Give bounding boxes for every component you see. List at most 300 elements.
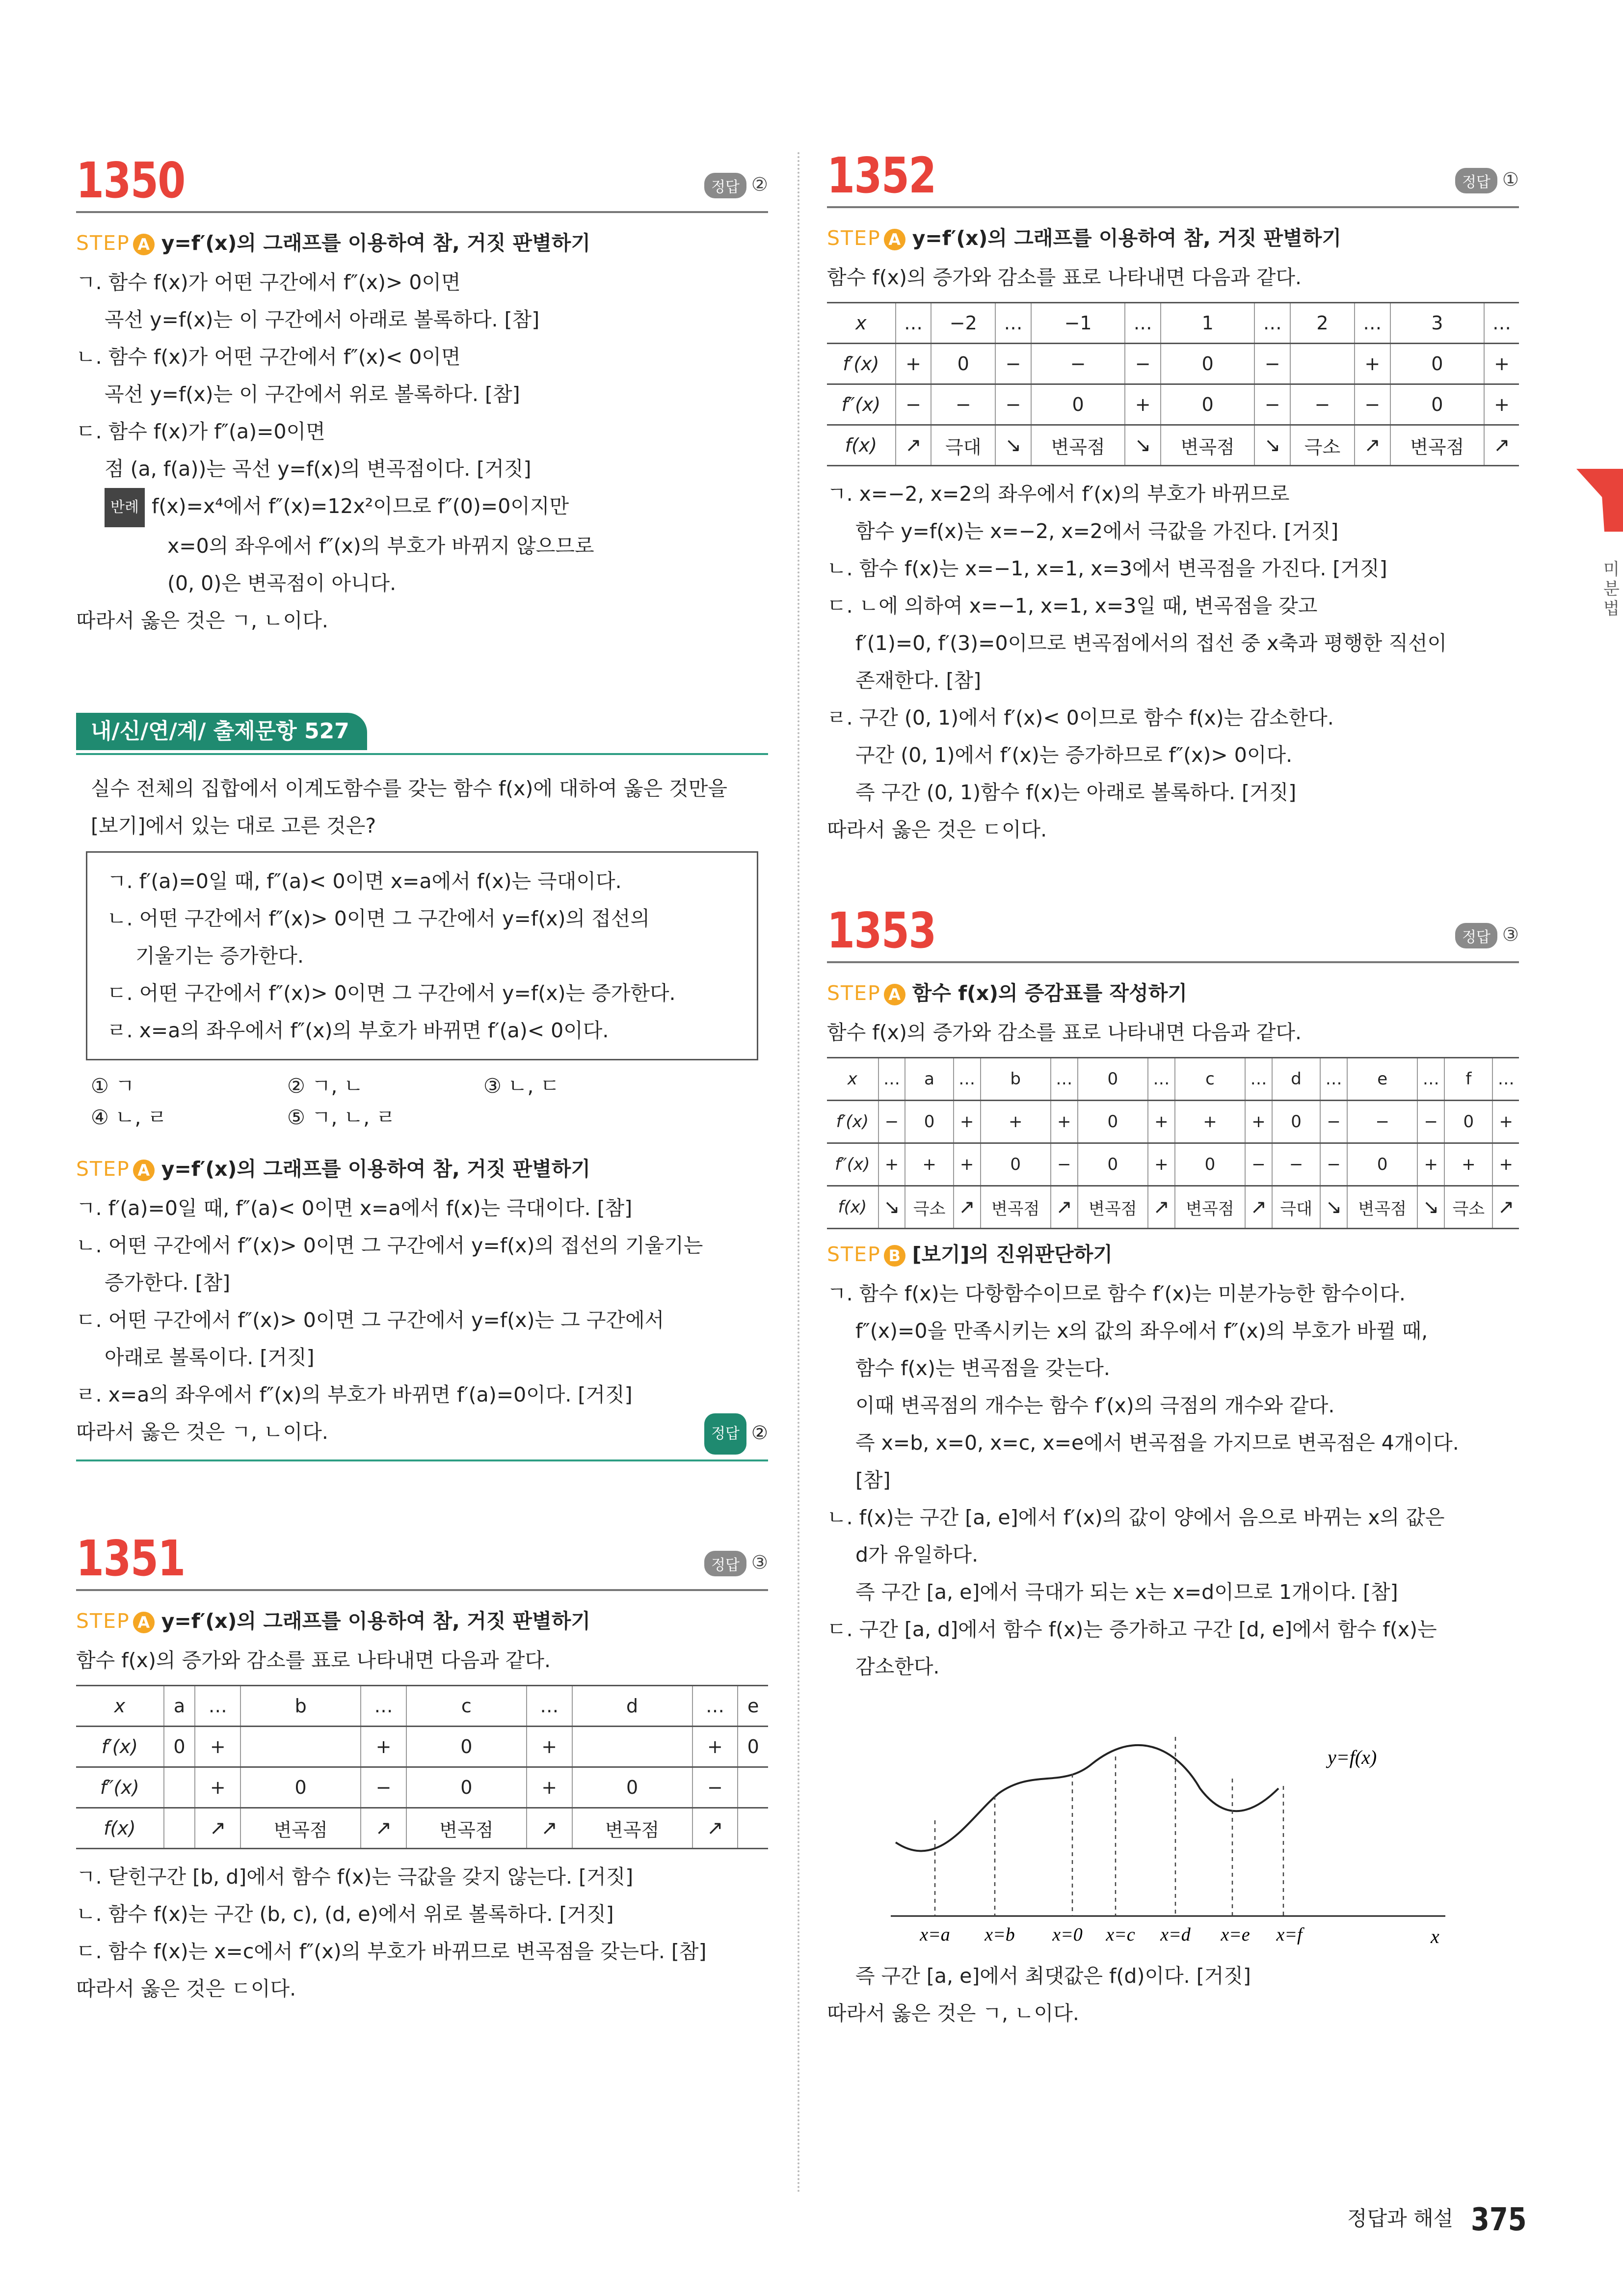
table-cell: +: [1417, 1143, 1444, 1186]
answer-badge: 정답: [704, 173, 746, 198]
solution-line: 함수 f(x)는 변곡점을 갖는다.: [855, 1356, 1110, 1380]
bogi-line: 기울기는 증가한다.: [135, 944, 304, 968]
table-cell: +: [1484, 344, 1519, 384]
table-cell: 0: [1161, 344, 1255, 384]
table-cell: −: [1245, 1143, 1272, 1186]
table-cell: …: [1417, 1058, 1444, 1101]
table-cell: −: [361, 1767, 406, 1808]
answer-label: [704, 1551, 768, 1576]
solution-line: ㄱ. 닫힌구간 [b, d]에서 함수 f(x)는 극값을 갖지 않는다. [거짓]: [76, 1865, 634, 1889]
table-cell: ↘: [1254, 425, 1290, 466]
tick-label: x=d: [1160, 1924, 1191, 1945]
conclusion: 따라서 옳은 것은 ㄷ이다.: [827, 818, 1047, 841]
table-cell: …: [1484, 303, 1519, 344]
table-cell: e: [1347, 1058, 1417, 1101]
tick-label: x=c: [1106, 1924, 1135, 1945]
counterexample-line: [76, 487, 768, 527]
solution-line: ㄷ. ㄴ에 의하여 x=−1, x=1, x=3일 때, 변곡점을 갖고: [827, 594, 1318, 618]
row-header: f(x): [76, 1808, 164, 1849]
step-word: STEP: [827, 226, 881, 250]
solution-line: ㄱ. 함수 f(x)는 다항함수이므로 함수 f′(x)는 미분가능한 함수이다.: [827, 1282, 1406, 1305]
answer-label: [704, 173, 768, 198]
footer-text: 정답과 해설: [1347, 2206, 1454, 2231]
table-cell: ↗: [1245, 1186, 1272, 1229]
solution-line: ㄴ. 어떤 구간에서 f″(x)> 0이면 그 구간에서 y=f(x)의 접선의 기울기는: [76, 1234, 703, 1257]
bogi-line: ㄱ. f′(a)=0일 때, f″(a)< 0이면 x=a에서 f(x)는 극대이다.: [107, 869, 622, 893]
step-letter: A: [133, 1612, 155, 1633]
step-a-heading: [827, 222, 1519, 251]
solution-line: 아래로 볼록이다. [거짓]: [105, 1346, 315, 1369]
table-cell: [164, 1767, 195, 1808]
solution-line: ㄷ. 어떤 구간에서 f″(x)> 0이면 그 구간에서 y=f(x)는 그 구간에서: [76, 1308, 665, 1332]
table-cell: −2: [931, 303, 995, 344]
table-row: [827, 344, 1519, 384]
solution-line: 이때 변곡점의 개수는 함수 f′(x)의 극점의 개수와 같다.: [855, 1394, 1335, 1417]
table-cell: [1290, 344, 1355, 384]
conclusion: 따라서 옳은 것은 ㄱ, ㄴ이다.: [827, 2001, 1079, 2025]
table-cell: 0: [1272, 1101, 1320, 1143]
table-cell: 변곡점: [1175, 1186, 1245, 1229]
answer-badge: 정답: [1455, 923, 1497, 948]
problem-1352-header: [827, 147, 1519, 208]
curve-y-f-x: [896, 1745, 1278, 1851]
choice-5: ⑤ ㄱ, ㄴ, ㄹ: [287, 1106, 396, 1129]
answer-badge: 정답: [704, 1551, 746, 1576]
table-cell: ↘: [1320, 1186, 1347, 1229]
solution-line: 구간 (0, 1)에서 f′(x)는 증가하므로 f″(x)> 0이다.: [855, 743, 1293, 767]
answer-value: ③: [1502, 923, 1519, 945]
table-cell: +: [1492, 1101, 1519, 1143]
bogi-line: ㄹ. x=a의 좌우에서 f″(x)의 부호가 바뀌면 f′(a)< 0이다.: [107, 1019, 609, 1042]
step-title: y=f′(x)의 그래프를 이용하여 참, 거짓 판별하기: [912, 226, 1341, 250]
step-title: y=f′(x)의 그래프를 이용하여 참, 거짓 판별하기: [161, 1609, 590, 1633]
problem-number: 1352: [827, 147, 936, 204]
table-cell: b: [981, 1058, 1051, 1101]
table-cell: 극소: [1290, 425, 1355, 466]
solution-line: [참]: [855, 1468, 891, 1492]
table-cell: −: [1254, 384, 1290, 425]
table-cell: 0: [1175, 1143, 1245, 1186]
table-cell: …: [995, 303, 1031, 344]
row-header: f′(x): [827, 1101, 878, 1143]
solution-line: 즉 구간 [a, e]에서 최댓값은 f(d)이다. [거짓]: [855, 1964, 1251, 1988]
table-cell: +: [1148, 1101, 1175, 1143]
dashed-guides: [935, 1737, 1283, 1916]
table-cell: 0: [1390, 344, 1485, 384]
bogi-line: ㄴ. 어떤 구간에서 f″(x)> 0이면 그 구간에서 y=f(x)의 접선의: [107, 907, 650, 930]
table-cell: …: [195, 1686, 240, 1727]
table-cell: +: [981, 1101, 1051, 1143]
row-header: f″(x): [827, 384, 896, 425]
choice-4: ④ ㄴ, ㄹ: [91, 1106, 167, 1129]
answer-badge: 정답: [704, 1413, 746, 1455]
table-cell: 0: [1031, 384, 1125, 425]
choice-1: ① ㄱ: [91, 1074, 135, 1098]
table-cell: +: [527, 1767, 572, 1808]
table-cell: 0: [572, 1767, 692, 1808]
answer-value: ③: [751, 1551, 768, 1573]
table-cell: 0: [406, 1767, 527, 1808]
table-cell: …: [1320, 1058, 1347, 1101]
tick-label: x=e: [1221, 1924, 1250, 1945]
table-cell: [738, 1767, 768, 1808]
solution-line: ㄹ. 구간 (0, 1)에서 f′(x)< 0이므로 함수 f(x)는 감소한다.: [827, 706, 1334, 729]
table-cell: 극대: [1272, 1186, 1320, 1229]
problem-1350-header: [76, 147, 768, 213]
table-cell: ↗: [1051, 1186, 1078, 1229]
page-footer: [1347, 2202, 1532, 2238]
solution-line: 함수 y=f(x)는 x=−2, x=2에서 극값을 가진다. [거짓]: [855, 519, 1339, 543]
table-cell: 변곡점: [406, 1808, 527, 1849]
table-cell: ↗: [1148, 1186, 1175, 1229]
naesin-banner: [76, 713, 768, 755]
step-word: STEP: [827, 1243, 881, 1266]
table-cell: c: [1175, 1058, 1245, 1101]
table-cell: d: [572, 1686, 692, 1727]
variation-table: [827, 1057, 1519, 1229]
table-cell: +: [1484, 384, 1519, 425]
table-cell: −: [1355, 384, 1390, 425]
solution-line: ㄴ. 함수 f(x)는 구간 (b, c), (d, e)에서 위로 볼록하다. [거짓]: [76, 1902, 614, 1926]
table-cell: 0: [240, 1767, 361, 1808]
conclusion: [76, 1413, 768, 1461]
table-cell: ↗: [195, 1808, 240, 1849]
table-row: [76, 1686, 768, 1727]
table-cell: [738, 1808, 768, 1849]
table-cell: 0: [931, 344, 995, 384]
answer-choices: [76, 1070, 729, 1133]
solution-line: ㄱ. 함수 f(x)가 어떤 구간에서 f″(x)> 0이면: [76, 270, 461, 294]
table-cell: 0: [1161, 384, 1255, 425]
table-row: [827, 303, 1519, 344]
table-cell: −: [1290, 384, 1355, 425]
question-line: 실수 전체의 집합에서 이계도함수를 갖는 함수 f(x)에 대하여 옳은 것만을: [91, 777, 727, 800]
table-cell: 0: [1078, 1143, 1148, 1186]
solution-line: ㄱ. f′(a)=0일 때, f″(a)< 0이면 x=a에서 f(x)는 극대이다. [참]: [76, 1196, 633, 1220]
table-cell: +: [1444, 1143, 1492, 1186]
table-cell: +: [1492, 1143, 1519, 1186]
table-cell: e: [738, 1686, 768, 1727]
table-cell: 0: [738, 1727, 768, 1767]
table-cell: ↗: [1355, 425, 1390, 466]
table-cell: +: [1245, 1101, 1272, 1143]
page-number: 375: [1471, 2202, 1527, 2238]
tick-label: x=b: [984, 1924, 1015, 1945]
problem-1353-header: [827, 902, 1519, 963]
counterexample-text: f(x)=x⁴에서 f″(x)=12x²이므로 f″(0)=0이지만: [151, 494, 569, 518]
question-line: [보기]에서 있는 대로 고른 것은?: [91, 814, 376, 837]
step-word: STEP: [76, 1157, 130, 1181]
problem-number: 1351: [76, 1530, 185, 1587]
table-cell: …: [527, 1686, 572, 1727]
right-column: [827, 147, 1519, 2032]
solution-line: 곡선 y=f(x)는 이 구간에서 위로 볼록하다. [참]: [105, 382, 520, 406]
step-b-heading: [827, 1238, 1519, 1267]
step-a-heading: [76, 1605, 768, 1634]
table-cell: 0: [981, 1143, 1051, 1186]
step-a-heading: [827, 977, 1519, 1006]
step-title: y=f′(x)의 그래프를 이용하여 참, 거짓 판별하기: [161, 231, 590, 255]
row-header: x: [827, 303, 896, 344]
table-cell: +: [692, 1727, 738, 1767]
solution-line: ㄱ. x=−2, x=2의 좌우에서 f′(x)의 부호가 바뀌므로: [827, 482, 1290, 506]
table-cell: +: [527, 1727, 572, 1767]
curve-label: y=f(x): [1328, 1746, 1377, 1768]
answer-value: ①: [1502, 168, 1519, 190]
side-chapter-text: 미분법: [1603, 560, 1620, 619]
choice-2: ② ㄱ, ㄴ: [287, 1074, 364, 1098]
step-word: STEP: [76, 231, 130, 255]
table-cell: 0: [1444, 1101, 1492, 1143]
table-cell: +: [1051, 1101, 1078, 1143]
table-cell: +: [1175, 1101, 1245, 1143]
table-cell: −: [1320, 1143, 1347, 1186]
solution-line: ㄴ. 함수 f(x)는 x=−1, x=1, x=3에서 변곡점을 가진다. [거짓]: [827, 557, 1387, 580]
solution-line: 곡선 y=f(x)는 이 구간에서 아래로 볼록하다. [참]: [105, 308, 540, 331]
row-header: x: [827, 1058, 878, 1101]
table-cell: …: [896, 303, 931, 344]
table-row: [827, 1058, 1519, 1101]
table-cell: +: [1148, 1143, 1175, 1186]
table-cell: d: [1272, 1058, 1320, 1101]
table-cell: +: [195, 1727, 240, 1767]
step-title: [보기]의 진위판단하기: [912, 1243, 1113, 1266]
table-cell: 변곡점: [981, 1186, 1051, 1229]
table-cell: 3: [1390, 303, 1485, 344]
counterexample-line: x=0의 좌우에서 f″(x)의 부호가 바뀌지 않으므로: [167, 534, 594, 558]
table-row: [76, 1767, 768, 1808]
variation-table: [76, 1685, 768, 1849]
problem-number: 1350: [76, 152, 185, 209]
solution-line: d가 유일하다.: [855, 1543, 979, 1567]
counterexample-badge: 반례: [105, 488, 145, 527]
table-cell: −: [931, 384, 995, 425]
table-cell: …: [692, 1686, 738, 1727]
table-cell: 변곡점: [1390, 425, 1485, 466]
answer-value: ②: [751, 1422, 768, 1444]
step-letter: A: [884, 229, 905, 250]
step-title: y=f′(x)의 그래프를 이용하여 참, 거짓 판별하기: [161, 1157, 590, 1181]
row-header: f″(x): [827, 1143, 878, 1186]
answer-label: [1455, 168, 1519, 193]
table-cell: ↗: [361, 1808, 406, 1849]
step-word: STEP: [76, 1609, 130, 1633]
table-cell: +: [954, 1101, 981, 1143]
table-row: [76, 1727, 768, 1767]
solution-line: ㄷ. 함수 f(x)가 f″(a)=0이면: [76, 420, 325, 443]
left-column: [76, 147, 768, 2007]
step-letter: A: [133, 1160, 155, 1181]
table-cell: −: [878, 1101, 905, 1143]
table-cell: 변곡점: [1347, 1186, 1417, 1229]
table-cell: …: [954, 1058, 981, 1101]
table-cell: −1: [1031, 303, 1125, 344]
table-cell: +: [1125, 384, 1161, 425]
table-cell: 2: [1290, 303, 1355, 344]
table-cell: +: [361, 1727, 406, 1767]
table-cell: −: [1051, 1143, 1078, 1186]
solution-line: ㄴ. f(x)는 구간 [a, e]에서 f′(x)의 값이 양에서 음으로 바뀌는 x의 값은: [827, 1506, 1445, 1529]
intro-line: 함수 f(x)의 증가와 감소를 표로 나타내면 다음과 같다.: [76, 1648, 551, 1672]
row-header: f″(x): [76, 1767, 164, 1808]
table-row: [827, 1143, 1519, 1186]
table-cell: ↗: [692, 1808, 738, 1849]
step-letter: A: [884, 984, 905, 1005]
table-cell: ↘: [878, 1186, 905, 1229]
table-cell: c: [406, 1686, 527, 1727]
solution-line: f″(x)=0을 만족시키는 x의 값의 좌우에서 f″(x)의 부호가 바뀔 때,: [855, 1319, 1428, 1343]
table-cell: ↗: [1484, 425, 1519, 466]
intro-line: 함수 f(x)의 증가와 감소를 표로 나타내면 다음과 같다.: [827, 266, 1302, 289]
table-cell: …: [1148, 1058, 1175, 1101]
bogi-box: [86, 851, 758, 1060]
table-cell: −: [1417, 1101, 1444, 1143]
table-cell: 변곡점: [572, 1808, 692, 1849]
table-cell: −: [1254, 344, 1290, 384]
table-cell: …: [1254, 303, 1290, 344]
table-cell: −: [1320, 1101, 1347, 1143]
solution-line: 점 (a, f(a))는 곡선 y=f(x)의 변곡점이다. [거짓]: [105, 457, 532, 481]
table-cell: ↘: [1125, 425, 1161, 466]
table-cell: −: [1031, 344, 1125, 384]
problem-number: 1353: [827, 902, 936, 959]
table-cell: 0: [164, 1727, 195, 1767]
table-cell: 변곡점: [1078, 1186, 1148, 1229]
axis-label-x: x: [1431, 1925, 1439, 1945]
solution-line: ㄷ. 구간 [a, d]에서 함수 f(x)는 증가하고 구간 [d, e]에서 함수 f(x)는: [827, 1618, 1437, 1641]
table-cell: …: [1492, 1058, 1519, 1101]
table-cell: +: [896, 344, 931, 384]
table-cell: ↘: [1417, 1186, 1444, 1229]
table-cell: −: [995, 384, 1031, 425]
solution-line: f′(1)=0, f′(3)=0이므로 변곡점에서의 접선 중 x축과 평행한 직선이: [855, 631, 1447, 655]
solution-line: 즉 x=b, x=0, x=c, x=e에서 변곡점을 가지므로 변곡점은 4개이다.: [855, 1431, 1459, 1455]
table-cell: 0: [406, 1727, 527, 1767]
row-header: f′(x): [827, 344, 896, 384]
tick-label: x=0: [1052, 1924, 1083, 1945]
table-cell: 1: [1161, 303, 1255, 344]
row-header: f(x): [827, 1186, 878, 1229]
table-cell: +: [195, 1767, 240, 1808]
answer-badge: 정답: [1455, 168, 1497, 193]
table-cell: −: [995, 344, 1031, 384]
table-cell: …: [1051, 1058, 1078, 1101]
intro-line: 함수 f(x)의 증가와 감소를 표로 나타내면 다음과 같다.: [827, 1021, 1302, 1044]
table-cell: −: [1272, 1143, 1320, 1186]
problem-1351-header: [76, 1525, 768, 1591]
table-cell: −: [896, 384, 931, 425]
table-cell: a: [164, 1686, 195, 1727]
table-cell: 변곡점: [1161, 425, 1255, 466]
table-cell: 변곡점: [1031, 425, 1125, 466]
table-cell: +: [1355, 344, 1390, 384]
tick-label: x=a: [920, 1924, 950, 1945]
table-cell: …: [361, 1686, 406, 1727]
table-cell: ↗: [896, 425, 931, 466]
table-row: [827, 425, 1519, 466]
answer-label: [1455, 923, 1519, 948]
solution-line: ㄷ. 함수 f(x)는 x=c에서 f″(x)의 부호가 바뀌므로 변곡점을 갖는다. [참]: [76, 1940, 707, 1963]
step-letter: B: [884, 1245, 905, 1267]
table-row: [827, 1101, 1519, 1143]
solution-line: ㄹ. x=a의 좌우에서 f″(x)의 부호가 바뀌면 f′(a)=0이다. [거짓]: [76, 1383, 633, 1406]
row-header: x: [76, 1686, 164, 1727]
choice-3: ③ ㄴ, ㄷ: [483, 1074, 560, 1098]
table-cell: 0: [1390, 384, 1485, 425]
step-a-heading: [76, 1153, 768, 1182]
table-cell: 0: [1078, 1058, 1148, 1101]
column-divider: [798, 152, 799, 2194]
table-cell: ↗: [527, 1808, 572, 1849]
row-header: f′(x): [76, 1727, 164, 1767]
table-cell: −: [1125, 344, 1161, 384]
conclusion-text: 따라서 옳은 것은 ㄱ, ㄴ이다.: [76, 1420, 328, 1444]
step-letter: A: [133, 234, 155, 255]
table-cell: 0: [1078, 1101, 1148, 1143]
table-cell: [572, 1727, 692, 1767]
tick-label: x=f: [1276, 1924, 1303, 1945]
table-row: [76, 1808, 768, 1849]
solution-line: 감소한다.: [855, 1655, 940, 1678]
solution-line: 증가한다. [참]: [105, 1271, 231, 1295]
step-word: STEP: [827, 981, 881, 1005]
table-cell: 0: [1347, 1143, 1417, 1186]
variation-table: [827, 302, 1519, 466]
bogi-line: ㄷ. 어떤 구간에서 f″(x)> 0이면 그 구간에서 y=f(x)는 증가한다.: [107, 981, 676, 1005]
answer-value: ②: [751, 173, 768, 195]
conclusion: 따라서 옳은 것은 ㄷ이다.: [76, 1977, 296, 2000]
step-title: 함수 f(x)의 증감표를 작성하기: [912, 981, 1187, 1005]
solution-line: 즉 구간 (0, 1)함수 f(x)는 아래로 볼록하다. [거짓]: [855, 781, 1297, 804]
table-cell: ↗: [954, 1186, 981, 1229]
answer-label: [704, 1413, 768, 1455]
solution-line: 존재한다. [참]: [855, 669, 982, 692]
table-cell: −: [1347, 1101, 1417, 1143]
table-cell: 변곡점: [240, 1808, 361, 1849]
table-cell: ↗: [1492, 1186, 1519, 1229]
table-cell: f: [1444, 1058, 1492, 1101]
chapter-tab: [1576, 469, 1623, 532]
table-cell: +: [905, 1143, 953, 1186]
table-cell: [164, 1808, 195, 1849]
table-cell: 극소: [905, 1186, 953, 1229]
table-cell: 극소: [1444, 1186, 1492, 1229]
table-cell: 0: [905, 1101, 953, 1143]
counterexample-line: (0, 0)은 변곡점이 아니다.: [167, 571, 397, 595]
table-cell: 극대: [931, 425, 995, 466]
function-graph: [886, 1700, 1465, 1945]
table-cell: …: [1355, 303, 1390, 344]
solution-line: ㄴ. 함수 f(x)가 어떤 구간에서 f″(x)< 0이면: [76, 345, 461, 369]
step-a-heading: [76, 227, 768, 256]
naesin-banner-label: 내/신/연/계/ 출제문항 527: [76, 713, 367, 750]
table-cell: −: [692, 1767, 738, 1808]
table-cell: +: [878, 1143, 905, 1186]
table-row: [827, 384, 1519, 425]
table-row: [827, 1186, 1519, 1229]
table-cell: ↘: [995, 425, 1031, 466]
row-header: f(x): [827, 425, 896, 466]
conclusion: 따라서 옳은 것은 ㄱ, ㄴ이다.: [76, 609, 328, 632]
solution-line: 즉 구간 [a, e]에서 극대가 되는 x는 x=d이므로 1개이다. [참]: [855, 1580, 1398, 1604]
table-cell: a: [905, 1058, 953, 1101]
table-cell: …: [1125, 303, 1161, 344]
table-cell: …: [878, 1058, 905, 1101]
table-cell: [240, 1727, 361, 1767]
table-cell: b: [240, 1686, 361, 1727]
table-cell: …: [1245, 1058, 1272, 1101]
table-cell: +: [954, 1143, 981, 1186]
